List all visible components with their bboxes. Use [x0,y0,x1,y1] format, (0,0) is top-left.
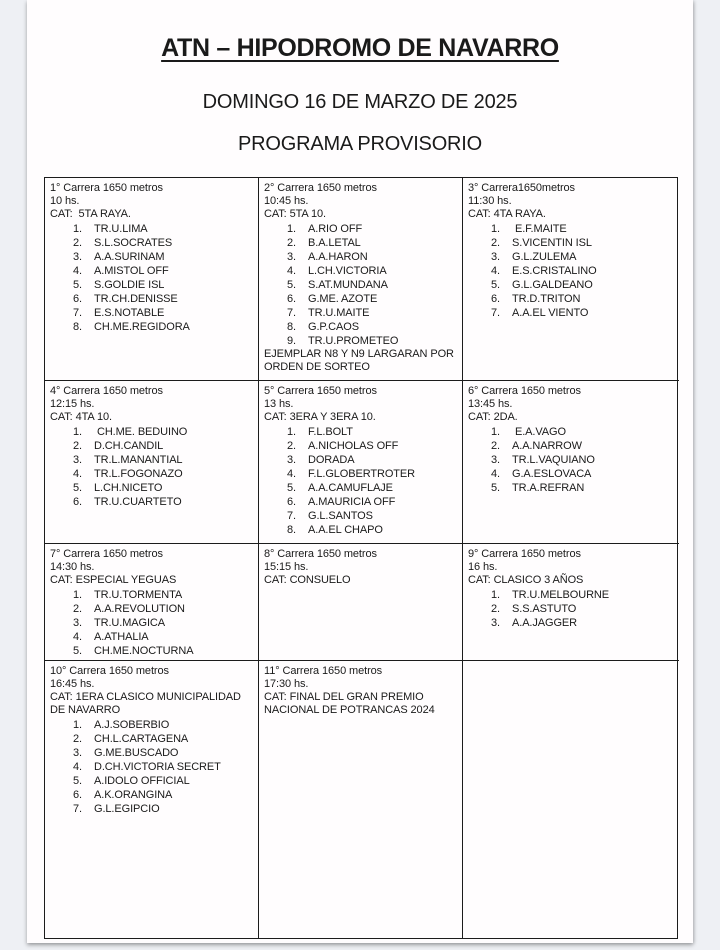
race-time: 10:45 hs. [264,195,309,207]
document-title: ATN – HIPODROMO DE NAVARRO [161,34,559,62]
entry-number: 4. [287,468,296,480]
race-time: 10 hs. [50,195,80,207]
race-entry [264,264,457,278]
entry-number: 2. [491,603,500,615]
race-entry [264,523,457,537]
entry-name: A.RIO OFF [308,223,363,235]
race-cell-6 [463,381,679,544]
race-cell-10 [45,661,259,938]
race-entries [264,222,457,348]
race-header: 10° Carrera 1650 metros [50,665,169,677]
race-entry [50,630,253,644]
entry-name: G.A.ESLOVACA [512,468,592,480]
race-entry [264,439,457,453]
entry-name: A.A.CAMUFLAJE [308,482,393,494]
race-entry [264,425,457,439]
entry-name: E.S.CRISTALINO [512,265,597,277]
entry-name: A.A.JAGGER [512,617,578,629]
entry-number: 6. [73,496,82,508]
entry-number: 2. [287,440,296,452]
entry-name: E.F.MAITE [512,223,567,235]
race-category: CAT: FINAL DEL GRAN PREMIO NACIONAL DE POTRANCAS 2024 [264,691,435,716]
entry-name: TR.L.VAQUIANO [512,454,595,466]
race-entry [264,222,457,236]
entry-name: TR.A.REFRAN [512,482,585,494]
race-entry [50,453,253,467]
entry-name: TR.L.MANANTIAL [94,454,183,466]
entry-name: TR.U.LIMA [94,223,148,235]
race-entry [468,439,674,453]
entry-number: 3. [491,617,500,629]
entry-number: 1. [73,223,82,235]
race-entry [264,509,457,523]
race-cell-4 [45,381,259,544]
entry-number: 4. [491,468,500,480]
race-entry [50,425,253,439]
race-entry [468,236,674,250]
entry-name: G.L.SANTOS [308,510,373,522]
entry-name: E.A.VAGO [512,426,566,438]
race-entry [50,788,253,802]
race-header: 1° Carrera 1650 metros [50,182,163,194]
entry-name: TR.U.MAGICA [94,617,166,629]
race-cell-2 [259,178,463,381]
race-entry [264,320,457,334]
entry-name: DORADA [308,454,355,466]
entry-number: 3. [73,617,82,629]
race-entry [50,802,253,816]
entry-number: 2. [73,237,82,249]
race-entry [50,644,253,658]
entry-number: 6. [491,293,500,305]
race-entry [50,495,253,509]
entry-name: E.S.NOTABLE [94,307,165,319]
race-category: CAT: 3ERA Y 3ERA 10. [264,411,376,423]
entry-name: A.A.SURINAM [94,251,165,263]
entry-name: CH.ME. BEDUINO [94,426,188,438]
entry-number: 1. [287,426,296,438]
entry-number: 6. [73,789,82,801]
race-entry [468,453,674,467]
race-entry [264,467,457,481]
race-entry [50,774,253,788]
entry-number: 2. [287,237,296,249]
entry-number: 2. [73,733,82,745]
race-category: CAT: 5TA RAYA. [50,208,131,220]
race-time: 11:30 hs. [468,195,512,207]
entry-name: G.ME. AZOTE [308,293,378,305]
race-entry [50,250,253,264]
entry-name: D.CH.CANDIL [94,440,164,452]
entry-number: 1. [73,589,82,601]
race-entries [468,425,674,495]
race-program-table [44,177,678,939]
entry-name: A.A.EL VIENTO [512,307,589,319]
entry-number: 6. [287,496,296,508]
entry-name: A.IDOLO OFFICIAL [94,775,190,787]
race-cell-8 [259,544,463,661]
race-entries [264,425,457,537]
race-header: 9° Carrera 1650 metros [468,548,581,560]
race-entry [468,588,674,602]
race-entry [50,616,253,630]
entry-number: 1. [491,223,500,235]
entry-name: B.A.LETAL [308,237,361,249]
entry-number: 9. [287,335,296,347]
entry-name: A.MISTOL OFF [94,265,169,277]
entry-number: 2. [491,440,500,452]
race-entries [468,588,674,630]
entry-number: 1. [491,426,500,438]
entry-name: CH.ME.REGIDORA [94,321,190,333]
race-entry [468,278,674,292]
race-category: CAT: 4TA 10. [50,411,112,423]
entry-number: 7. [287,510,296,522]
entry-number: 3. [73,454,82,466]
entry-name: S.AT.MUNDANA [308,279,388,291]
entry-number: 5. [491,482,500,494]
entry-name: S.S.ASTUTO [512,603,577,615]
entry-name: A.J.SOBERBIO [94,719,170,731]
entry-number: 3. [491,251,500,263]
entry-number: 5. [287,482,296,494]
race-entry [264,334,457,348]
race-entry [468,481,674,495]
entry-number: 5. [287,279,296,291]
entry-number: 5. [73,645,82,657]
race-entry [50,588,253,602]
race-note: EJEMPLAR N8 Y N9 LARGARAN POR ORDEN DE SORTEO [264,348,457,373]
entry-number: 7. [73,803,82,815]
entry-number: 8. [287,321,296,333]
document-page [27,0,693,943]
race-entry [468,425,674,439]
race-entry [50,236,253,250]
entry-name: S.GOLDIE ISL [94,279,165,291]
entry-number: 3. [491,454,500,466]
entry-name: D.CH.VICTORIA SECRET [94,761,221,773]
race-cell-5 [259,381,463,544]
race-category: CAT: CLASICO 3 AÑOS [468,574,584,586]
entry-name: TR.U.MAITE [308,307,370,319]
race-entry [264,495,457,509]
race-entry [50,306,253,320]
entry-number: 1. [73,719,82,731]
entry-number: 4. [73,761,82,773]
race-time: 14:30 hs. [50,561,95,573]
entry-number: 2. [491,237,500,249]
entry-name: F.L.GLOBERTROTER [308,468,415,480]
entry-name: A.ATHALIA [94,631,149,643]
race-entry [468,306,674,320]
race-entry [50,292,253,306]
race-header: 4° Carrera 1650 metros [50,385,163,397]
race-entry [50,732,253,746]
entry-name: TR.L.FOGONAZO [94,468,183,480]
race-entry [468,616,674,630]
race-entry [264,278,457,292]
entry-name: CH.L.CARTAGENA [94,733,189,745]
entry-number: 1. [287,223,296,235]
race-entries [50,425,253,509]
race-entries [50,222,253,334]
entry-name: A.NICHOLAS OFF [308,440,399,452]
race-header: 6° Carrera 1650 metros [468,385,581,397]
entry-name: L.CH.NICETO [94,482,163,494]
entry-number: 3. [287,251,296,263]
entry-name: A.A.NARROW [512,440,582,452]
entry-name: G.L.ZULEMA [512,251,577,263]
race-entry [50,467,253,481]
race-header: 11° Carrera 1650 metros [264,665,383,677]
race-entry [264,250,457,264]
entry-number: 4. [287,265,296,277]
entry-number: 7. [491,307,500,319]
race-entry [468,264,674,278]
entry-name: L.CH.VICTORIA [308,265,387,277]
race-time: 17:30 hs. [264,678,309,690]
entry-name: TR.U.CUARTETO [94,496,182,508]
entry-number: 7. [73,307,82,319]
entry-number: 4. [73,468,82,480]
entry-name: A.A.EL CHAPO [308,524,383,536]
entry-name: G.P.CAOS [308,321,359,333]
race-entry [50,760,253,774]
entry-name: TR.D.TRITON [512,293,581,305]
race-time: 16 hs. [468,561,498,573]
entry-number: 5. [73,482,82,494]
race-time: 16:45 hs. [50,678,95,690]
entry-name: A.MAURICIA OFF [308,496,396,508]
race-time: 13:45 hs. [468,398,513,410]
race-entry [264,453,457,467]
race-header: 7° Carrera 1650 metros [50,548,163,560]
entry-name: TR.CH.DENISSE [94,293,178,305]
entry-name: CH.ME.NOCTURNA [94,645,194,657]
entry-number: 6. [73,293,82,305]
entry-name: A.K.ORANGINA [94,789,173,801]
race-cell-11 [259,661,463,938]
entry-name: S.VICENTIN ISL [512,237,592,249]
race-header: 5° Carrera 1650 metros [264,385,377,397]
race-entry [468,602,674,616]
race-header: 2° Carrera 1650 metros [264,182,377,194]
race-header: 8° Carrera 1650 metros [264,548,377,560]
race-entry [50,746,253,760]
race-entry [50,439,253,453]
entry-number: 3. [73,251,82,263]
race-entry [50,718,253,732]
race-cell-9 [463,544,679,661]
race-entry [468,467,674,481]
race-entries [468,222,674,320]
race-header: 3° Carrera1650metros [468,182,575,194]
entry-number: 5. [73,279,82,291]
entry-name: G.L.EGIPCIO [94,803,160,815]
race-entry [50,264,253,278]
race-entry [50,602,253,616]
entry-number: 4. [73,265,82,277]
entry-number: 6. [287,293,296,305]
race-entry [264,481,457,495]
entry-number: 1. [73,426,82,438]
entry-number: 4. [491,265,500,277]
race-entry [50,222,253,236]
entry-name: A.A.HARON [308,251,368,263]
entry-number: 3. [287,454,296,466]
entry-number: 1. [491,589,500,601]
race-cell-7 [45,544,259,661]
entry-number: 5. [73,775,82,787]
race-time: 15:15 hs. [264,561,309,573]
race-category: CAT: CONSUELO [264,574,351,586]
race-entry [50,320,253,334]
race-cell-3 [463,178,679,381]
entry-name: TR.U.MELBOURNE [512,589,609,601]
race-entry [264,236,457,250]
document-date: DOMINGO 16 DE MARZO DE 2025 [202,91,518,113]
race-category: CAT: ESPECIAL YEGUAS [50,574,177,586]
entry-name: G.ME.BUSCADO [94,747,179,759]
race-time: 12:15 hs. [50,398,95,410]
entry-name: TR.U.PROMETEO [308,335,399,347]
race-entry [50,481,253,495]
race-entry [264,306,457,320]
entry-number: 8. [287,524,296,536]
race-category: CAT: 5TA 10. [264,208,326,220]
race-entries [50,718,253,816]
entry-name: F.L.BOLT [308,426,353,438]
entry-number: 3. [73,747,82,759]
entry-number: 4. [73,631,82,643]
entry-name: A.A.REVOLUTION [94,603,185,615]
race-entry [50,278,253,292]
race-entry [468,222,674,236]
document-subtitle: PROGRAMA PROVISORIO [237,133,483,155]
entry-number: 2. [73,440,82,452]
entry-name: S.L.SOCRATES [94,237,173,249]
race-category: CAT: 2DA. [468,411,518,423]
entry-name: G.L.GALDEANO [512,279,593,291]
race-category: CAT: 1ERA CLASICO MUNICIPALIDAD DE NAVARRO [50,691,244,716]
entry-number: 7. [287,307,296,319]
race-entry [264,292,457,306]
entry-number: 8. [73,321,82,333]
entry-number: 2. [73,603,82,615]
race-category: CAT: 4TA RAYA. [468,208,546,220]
race-cell-empty [463,661,679,938]
race-cell-1 [45,178,259,381]
entry-number: 5. [491,279,500,291]
entry-name: TR.U.TORMENTA [94,589,183,601]
race-entries [50,588,253,658]
race-time: 13 hs. [264,398,294,410]
race-entry [468,250,674,264]
race-entry [468,292,674,306]
